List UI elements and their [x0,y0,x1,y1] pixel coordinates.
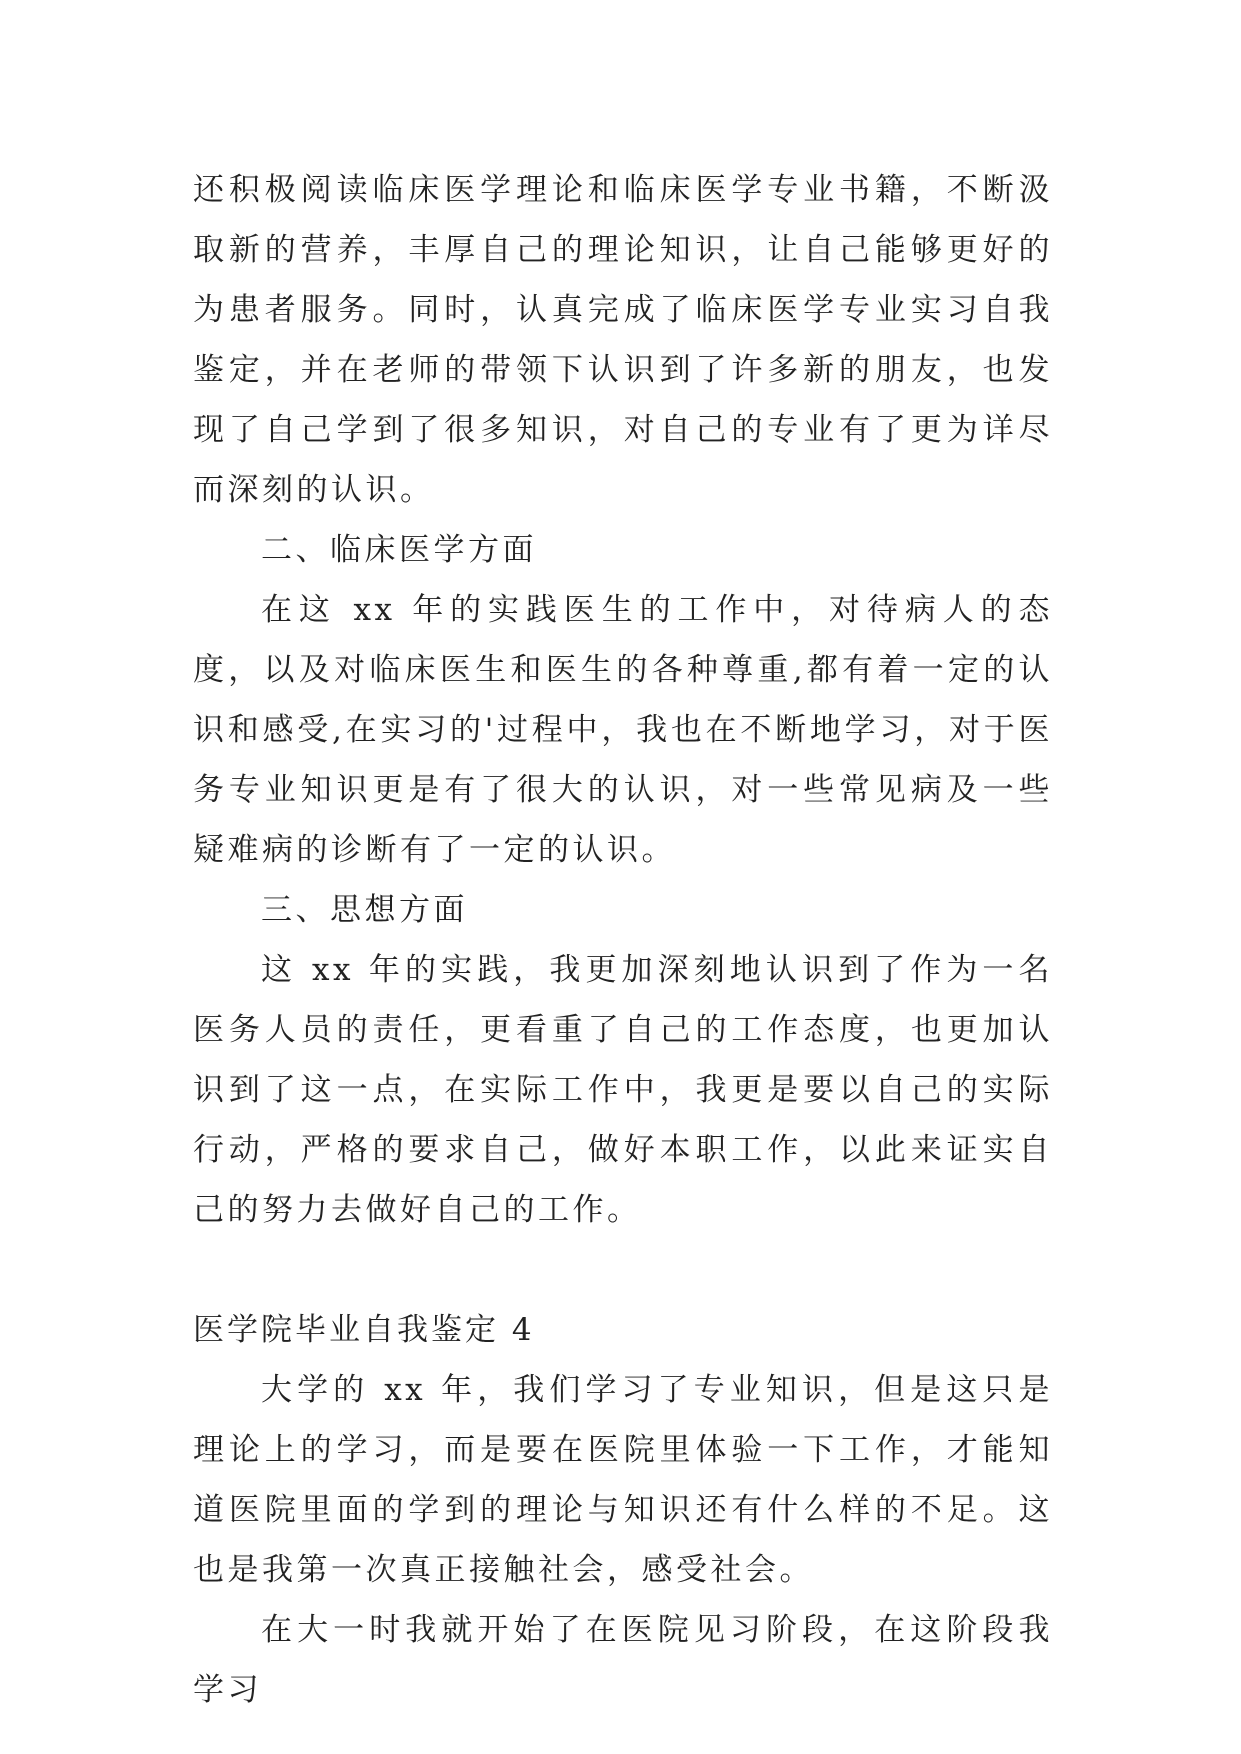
paragraph-freshman: 在大一时我就开始了在医院见习阶段，在这阶段我学习 [193,1612,1053,1708]
paragraph-thought: 这 xx 年的实践，我更加深刻地认识到了作为一名医务人员的责任，更看重了自己的工作态度，也更加认识到了这一点，在实际工作中，我更是要以自己的实际行动，严格的要求自己，做好本职工作，以此来证实自己的努力去做好自己的工作。 [193,952,1053,1228]
paragraph-clinical: 在这 xx 年的实践医生的工作中，对待病人的态度，以及对临床医生和医生的各种尊重,都有着一定的认识和感受,在实习的'过程中，我也在不断地学习，对于医务专业知识更是有了很大的认识，对一些常见病及一些疑难病的诊断有了一定的认识。 [193,592,1053,868]
document-body [193,160,1053,1720]
paragraph-university: 大学的 xx 年，我们学习了专业知识，但是这只是理论上的学习，而是要在医院里体验一下工作，才能知道医院里面的学到的理论与知识还有什么样的不足。这也是我第一次真正接触社会，感受社会。 [193,1372,1053,1588]
paragraph-continuation: 还积极阅读临床医学理论和临床医学专业书籍，不断汲取新的营养，丰厚自己的理论知识，让自己能够更好的为患者服务。同时，认真完成了临床医学专业实习自我鉴定，并在老师的带领下认识到了许多新的朋友，也发现了自己学到了很多知识，对自己的专业有了更为详尽而深刻的认识。 [193,172,1053,508]
document-section-title: 医学院毕业自我鉴定 4 [193,1312,535,1348]
section-heading-thought: 三、思想方面 [261,892,468,928]
section-heading-clinical: 二、临床医学方面 [261,532,537,568]
